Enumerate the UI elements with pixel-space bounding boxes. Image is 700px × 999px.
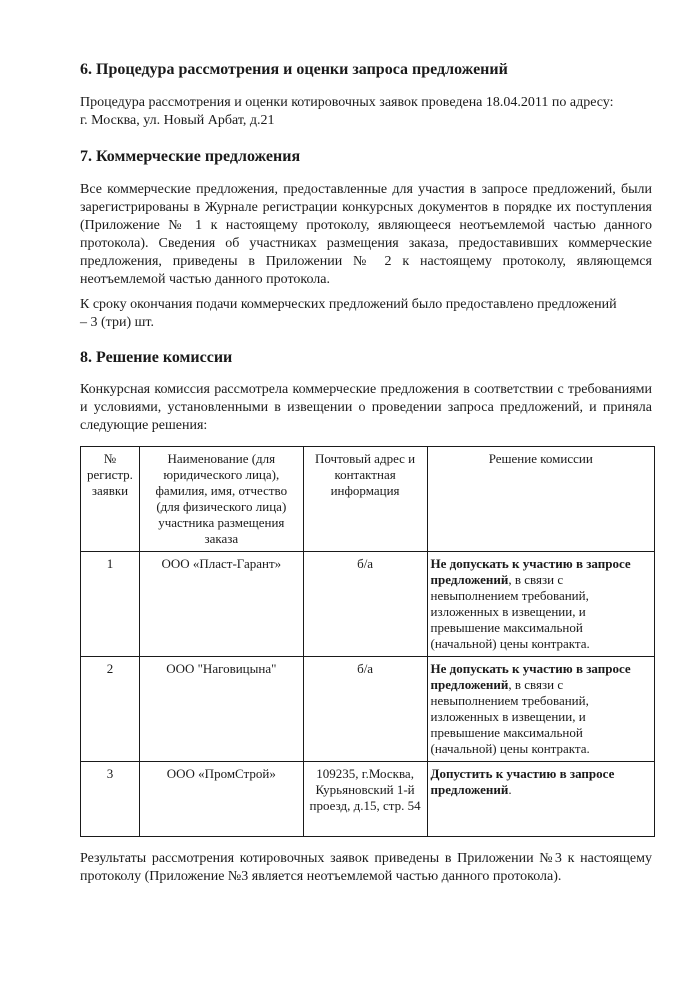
row-3-address: 109235, г.Москва, Курьяновский 1-й проезд, д.15, стр. 54 bbox=[303, 762, 427, 837]
row-3-decision bbox=[427, 762, 655, 837]
table-row bbox=[81, 552, 655, 657]
row-1-address: б/а bbox=[303, 552, 427, 657]
section-7-paragraph-1: Все коммерческие предложения, предоставленные для участия в запросе предложений, были зарегистрированы в Журнале регистрации конкурсных документов в порядке их поступления (Приложение № 1 к настоящему протоколу, являющееся неотъемлемой частью данного протокола). Сведения об участниках размещения заказа, предоставивших коммерческие предложения, приведены в Приложении № 2 к настоящему протоколу, являющемся неотъемлемой частью данного протокола. bbox=[80, 182, 652, 287]
row-2-name: ООО "Наговицына" bbox=[139, 657, 303, 762]
decisions-table bbox=[80, 446, 655, 837]
row-2-decision-rest: , в связи с невыполнением требований, изложенных в извещении, и превышение максимальной (начальной) цены контракта. bbox=[430, 677, 590, 756]
section-8-intro: Конкурсная комиссия рассмотрела коммерческие предложения в соответствии с требованиями и условиями, установленными в извещении о проведении запроса предложений, и приняла следующие решения: bbox=[80, 382, 652, 433]
header-address: Почтовый адрес и контактная информация bbox=[303, 447, 427, 552]
row-2-decision-bold: Не допускать к участию в запросе предложений bbox=[430, 661, 631, 692]
row-3-name: ООО «ПромСтрой» bbox=[139, 762, 303, 837]
table-header-row bbox=[81, 447, 655, 552]
table-row bbox=[81, 762, 655, 837]
row-2-address: б/а bbox=[303, 657, 427, 762]
row-1-number: 1 bbox=[81, 552, 140, 657]
section-7-paragraph-2-line-2: – 3 (три) шт. bbox=[80, 315, 154, 330]
row-3-decision-rest: . bbox=[508, 782, 512, 797]
results-paragraph: Результаты рассмотрения котировочных заявок приведены в Приложении №3 к настоящему протоколу (Приложение №3 является неотъемлемой частью данного протокола). bbox=[80, 851, 652, 884]
section-7-paragraph-2-line-1: К сроку окончания подачи коммерческих предложений было предоставлено предложений bbox=[80, 297, 617, 312]
section-8-title: 8. Решение комиссии bbox=[80, 349, 233, 366]
section-6-title: 6. Процедура рассмотрения и оценки запроса предложений bbox=[80, 61, 508, 78]
header-decision: Решение комиссии bbox=[427, 447, 655, 552]
row-3-decision-bold: Допустить к участию в запросе предложений bbox=[430, 766, 615, 797]
table-row bbox=[81, 657, 655, 762]
row-2-decision bbox=[427, 657, 655, 762]
header-participant-name: Наименование (для юридического лица), фамилия, имя, отчество (для физического лица) участника размещения заказа bbox=[139, 447, 303, 552]
row-1-decision-bold: Не допускать к участию в запросе предложений bbox=[430, 556, 631, 587]
row-1-decision bbox=[427, 552, 655, 657]
header-registration-number: № регистр. заявки bbox=[81, 447, 140, 552]
row-3-number: 3 bbox=[81, 762, 140, 837]
row-1-decision-rest: , в связи с невыполнением требований, изложенных в извещении, и превышение максимальной (начальной) цены контракта. bbox=[430, 572, 590, 651]
section-6-line-1: Процедура рассмотрения и оценки котировочных заявок проведена 18.04.2011 по адресу: bbox=[80, 95, 614, 110]
row-1-name: ООО «Пласт-Гарант» bbox=[139, 552, 303, 657]
section-6-line-2: г. Москва, ул. Новый Арбат, д.21 bbox=[80, 113, 275, 128]
section-7-title: 7. Коммерческие предложения bbox=[80, 148, 301, 165]
row-2-number: 2 bbox=[81, 657, 140, 762]
